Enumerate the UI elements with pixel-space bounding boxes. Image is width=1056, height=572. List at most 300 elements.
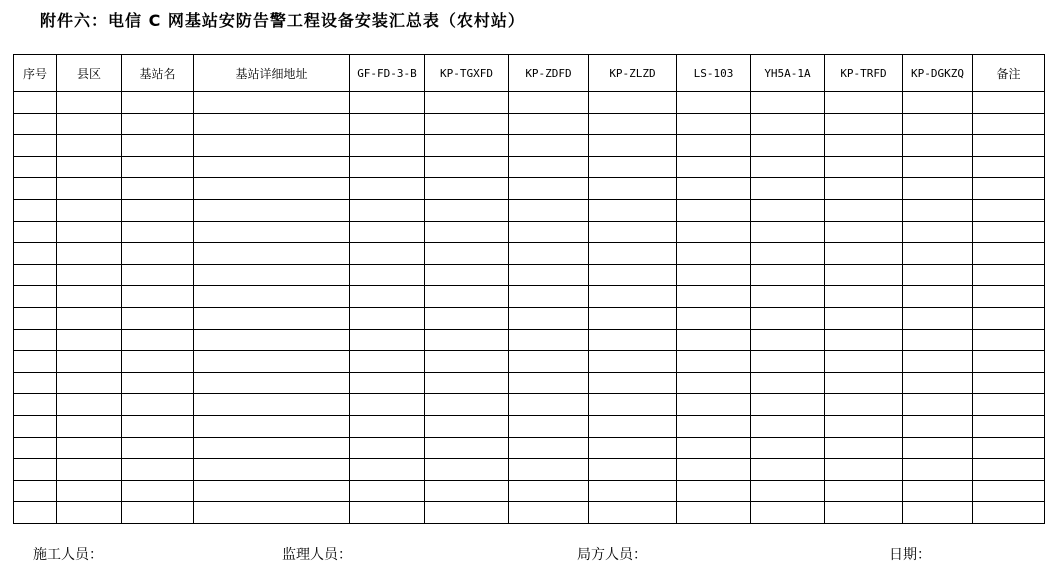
col-header-station-name: 基站名	[122, 55, 194, 92]
table-cell	[350, 307, 425, 329]
table-cell	[57, 329, 122, 351]
table-cell	[194, 243, 350, 265]
table-cell	[677, 178, 751, 200]
table-cell	[194, 286, 350, 308]
table-cell	[350, 372, 425, 394]
table-cell	[751, 372, 825, 394]
table-cell	[589, 92, 677, 114]
table-cell	[14, 221, 57, 243]
table-cell	[589, 135, 677, 157]
table-cell	[751, 221, 825, 243]
table-cell	[509, 307, 589, 329]
table-cell	[509, 286, 589, 308]
table-cell	[589, 221, 677, 243]
table-row	[14, 437, 1045, 459]
table-cell	[589, 178, 677, 200]
table-cell	[589, 156, 677, 178]
table-cell	[14, 156, 57, 178]
table-cell	[751, 307, 825, 329]
table-cell	[973, 415, 1045, 437]
table-cell	[825, 372, 903, 394]
table-body	[14, 92, 1045, 524]
table-cell	[350, 156, 425, 178]
table-cell	[350, 243, 425, 265]
table-cell	[194, 329, 350, 351]
table-cell	[973, 156, 1045, 178]
col-header-kp-zdfd: KP-ZDFD	[509, 55, 589, 92]
table-cell	[425, 178, 509, 200]
table-row	[14, 351, 1045, 373]
table-cell	[57, 502, 122, 524]
table-cell	[751, 437, 825, 459]
table-cell	[14, 113, 57, 135]
table-cell	[425, 307, 509, 329]
table-cell	[425, 502, 509, 524]
table-cell	[903, 92, 973, 114]
table-cell	[509, 351, 589, 373]
table-cell	[122, 199, 194, 221]
table-cell	[509, 502, 589, 524]
table-cell	[903, 243, 973, 265]
table-row	[14, 502, 1045, 524]
table-cell	[903, 372, 973, 394]
table-cell	[194, 92, 350, 114]
table-cell	[677, 264, 751, 286]
table-cell	[825, 113, 903, 135]
table-cell	[57, 437, 122, 459]
table-cell	[751, 113, 825, 135]
table-cell	[903, 135, 973, 157]
table-cell	[589, 199, 677, 221]
table-cell	[425, 199, 509, 221]
table-cell	[425, 415, 509, 437]
table-cell	[350, 264, 425, 286]
table-cell	[751, 502, 825, 524]
table-cell	[350, 459, 425, 481]
table-cell	[350, 351, 425, 373]
table-cell	[973, 329, 1045, 351]
table-cell	[973, 286, 1045, 308]
table-cell	[903, 113, 973, 135]
table-cell	[903, 459, 973, 481]
table-cell	[589, 307, 677, 329]
table-cell	[751, 480, 825, 502]
table-cell	[677, 113, 751, 135]
table-cell	[825, 221, 903, 243]
table-cell	[677, 199, 751, 221]
table-cell	[350, 502, 425, 524]
table-cell	[350, 178, 425, 200]
table-cell	[825, 394, 903, 416]
table-row	[14, 221, 1045, 243]
table-cell	[825, 286, 903, 308]
table-cell	[425, 394, 509, 416]
table-row	[14, 329, 1045, 351]
table-cell	[122, 178, 194, 200]
table-cell	[425, 264, 509, 286]
table-cell	[194, 459, 350, 481]
table-cell	[825, 92, 903, 114]
table-cell	[122, 135, 194, 157]
table-cell	[425, 459, 509, 481]
table-cell	[425, 286, 509, 308]
table-cell	[350, 221, 425, 243]
table-cell	[677, 480, 751, 502]
table-cell	[677, 415, 751, 437]
table-cell	[973, 135, 1045, 157]
table-cell	[194, 113, 350, 135]
table-cell	[425, 221, 509, 243]
table-cell	[751, 286, 825, 308]
table-cell	[350, 286, 425, 308]
table-cell	[194, 199, 350, 221]
table-cell	[14, 199, 57, 221]
table-cell	[751, 178, 825, 200]
table-cell	[825, 243, 903, 265]
table-cell	[14, 502, 57, 524]
table-cell	[425, 372, 509, 394]
table-cell	[825, 264, 903, 286]
table-cell	[903, 307, 973, 329]
table-cell	[751, 243, 825, 265]
table-cell	[350, 329, 425, 351]
table-row	[14, 135, 1045, 157]
table-cell	[425, 351, 509, 373]
table-cell	[973, 113, 1045, 135]
table-cell	[57, 480, 122, 502]
table-cell	[14, 307, 57, 329]
table-cell	[589, 459, 677, 481]
table-cell	[122, 221, 194, 243]
table-cell	[57, 221, 122, 243]
col-header-yh5a-1a: YH5A-1A	[751, 55, 825, 92]
table-cell	[425, 243, 509, 265]
table-cell	[973, 437, 1045, 459]
table-cell	[677, 221, 751, 243]
table-cell	[589, 394, 677, 416]
table-cell	[14, 351, 57, 373]
table-cell	[751, 394, 825, 416]
table-cell	[122, 372, 194, 394]
table-cell	[751, 329, 825, 351]
table-cell	[677, 372, 751, 394]
table-cell	[122, 502, 194, 524]
table-cell	[509, 92, 589, 114]
table-cell	[589, 415, 677, 437]
table-cell	[677, 394, 751, 416]
table-cell	[751, 351, 825, 373]
table-cell	[122, 480, 194, 502]
table-cell	[973, 394, 1045, 416]
table-row	[14, 92, 1045, 114]
table-cell	[122, 394, 194, 416]
table-cell	[677, 502, 751, 524]
table-cell	[825, 199, 903, 221]
table-cell	[350, 199, 425, 221]
table-cell	[57, 351, 122, 373]
table-cell	[677, 286, 751, 308]
table-cell	[194, 394, 350, 416]
table-cell	[122, 286, 194, 308]
table-cell	[14, 415, 57, 437]
table-cell	[509, 178, 589, 200]
table-cell	[425, 480, 509, 502]
table-row	[14, 113, 1045, 135]
table-cell	[825, 307, 903, 329]
table-cell	[677, 135, 751, 157]
table-cell	[194, 307, 350, 329]
table-cell	[57, 307, 122, 329]
table-row	[14, 372, 1045, 394]
table-cell	[677, 351, 751, 373]
col-header-index: 序号	[14, 55, 57, 92]
table-cell	[14, 394, 57, 416]
table-cell	[825, 459, 903, 481]
supervisor-label: 监理人员：	[282, 547, 352, 563]
table-cell	[14, 372, 57, 394]
table-cell	[14, 92, 57, 114]
table-cell	[903, 221, 973, 243]
table-cell	[509, 437, 589, 459]
table-cell	[509, 372, 589, 394]
table-cell	[14, 329, 57, 351]
table-cell	[973, 178, 1045, 200]
table-cell	[14, 286, 57, 308]
table-row	[14, 286, 1045, 308]
table-cell	[57, 394, 122, 416]
col-header-kp-tgxfd: KP-TGXFD	[425, 55, 509, 92]
table-cell	[57, 156, 122, 178]
table-cell	[903, 286, 973, 308]
table-cell	[903, 178, 973, 200]
col-header-ls-103: LS-103	[677, 55, 751, 92]
table-cell	[825, 329, 903, 351]
table-cell	[194, 221, 350, 243]
table-cell	[14, 264, 57, 286]
table-cell	[194, 415, 350, 437]
table-cell	[350, 92, 425, 114]
table-cell	[973, 221, 1045, 243]
table-cell	[903, 394, 973, 416]
table-cell	[122, 437, 194, 459]
table-cell	[425, 92, 509, 114]
table-cell	[973, 307, 1045, 329]
table-cell	[751, 199, 825, 221]
table-cell	[194, 351, 350, 373]
table-cell	[825, 502, 903, 524]
table-cell	[194, 264, 350, 286]
table-cell	[194, 372, 350, 394]
table-cell	[751, 135, 825, 157]
table-cell	[677, 156, 751, 178]
table-cell	[825, 437, 903, 459]
table-cell	[57, 113, 122, 135]
table-cell	[825, 178, 903, 200]
table-cell	[509, 415, 589, 437]
table-cell	[677, 329, 751, 351]
table-row	[14, 199, 1045, 221]
table-cell	[751, 415, 825, 437]
table-cell	[509, 394, 589, 416]
table-cell	[825, 351, 903, 373]
table-cell	[57, 372, 122, 394]
table-cell	[122, 415, 194, 437]
header-row	[14, 55, 1045, 92]
table-cell	[14, 480, 57, 502]
table-cell	[751, 264, 825, 286]
table-cell	[589, 113, 677, 135]
table-cell	[509, 459, 589, 481]
table-cell	[425, 329, 509, 351]
table-cell	[973, 92, 1045, 114]
table-cell	[903, 351, 973, 373]
table-cell	[973, 243, 1045, 265]
col-header-county: 县区	[57, 55, 122, 92]
table-cell	[677, 243, 751, 265]
table-cell	[122, 264, 194, 286]
table-cell	[589, 351, 677, 373]
table-cell	[509, 243, 589, 265]
table-row	[14, 394, 1045, 416]
table-cell	[194, 480, 350, 502]
document-title: 附件六：电信 C 网基站安防告警工程设备安装汇总表（农村站）	[40, 11, 525, 30]
table-cell	[825, 480, 903, 502]
table-cell	[14, 243, 57, 265]
table-cell	[589, 437, 677, 459]
table-cell	[425, 113, 509, 135]
table-cell	[509, 221, 589, 243]
table-cell	[57, 415, 122, 437]
table-row	[14, 459, 1045, 481]
table-cell	[194, 156, 350, 178]
table-cell	[903, 156, 973, 178]
col-header-kp-trfd: KP-TRFD	[825, 55, 903, 92]
table-cell	[973, 351, 1045, 373]
table-cell	[509, 156, 589, 178]
table-cell	[509, 113, 589, 135]
table-cell	[903, 329, 973, 351]
col-header-kp-dgkzq: KP-DGKZQ	[903, 55, 973, 92]
table-cell	[350, 480, 425, 502]
table-cell	[589, 329, 677, 351]
bureau-label: 局方人员：	[577, 547, 647, 563]
table-cell	[57, 243, 122, 265]
table-cell	[122, 459, 194, 481]
table-row	[14, 156, 1045, 178]
table-cell	[973, 199, 1045, 221]
table-cell	[509, 329, 589, 351]
table-cell	[194, 502, 350, 524]
table-cell	[350, 135, 425, 157]
table-cell	[509, 135, 589, 157]
table-row	[14, 307, 1045, 329]
table-cell	[903, 480, 973, 502]
col-header-kp-zlzd: KP-ZLZD	[589, 55, 677, 92]
table-cell	[825, 415, 903, 437]
summary-table	[13, 54, 1045, 524]
table-cell	[57, 135, 122, 157]
table-row	[14, 178, 1045, 200]
table-cell	[751, 156, 825, 178]
table-cell	[57, 178, 122, 200]
table-row	[14, 243, 1045, 265]
table-cell	[589, 243, 677, 265]
table-cell	[122, 113, 194, 135]
table-cell	[57, 199, 122, 221]
table-row	[14, 264, 1045, 286]
table-cell	[973, 372, 1045, 394]
table-cell	[677, 92, 751, 114]
table-cell	[589, 480, 677, 502]
table-cell	[677, 307, 751, 329]
table-cell	[425, 156, 509, 178]
table-cell	[122, 329, 194, 351]
table-cell	[751, 459, 825, 481]
table-row	[14, 415, 1045, 437]
table-cell	[973, 502, 1045, 524]
col-header-address: 基站详细地址	[194, 55, 350, 92]
table-row	[14, 480, 1045, 502]
table-cell	[509, 264, 589, 286]
table-cell	[122, 92, 194, 114]
table-cell	[14, 135, 57, 157]
table-cell	[350, 113, 425, 135]
table-cell	[677, 459, 751, 481]
table-cell	[677, 437, 751, 459]
col-header-gf-fd-3-b: GF-FD-3-B	[350, 55, 425, 92]
table-cell	[973, 264, 1045, 286]
table-cell	[57, 92, 122, 114]
table-cell	[57, 264, 122, 286]
table-cell	[350, 437, 425, 459]
table-cell	[194, 437, 350, 459]
table-cell	[973, 480, 1045, 502]
table-cell	[903, 437, 973, 459]
table-cell	[122, 156, 194, 178]
table-cell	[589, 502, 677, 524]
table-cell	[589, 264, 677, 286]
table-cell	[350, 415, 425, 437]
table-cell	[825, 156, 903, 178]
table-cell	[751, 92, 825, 114]
constructor-label: 施工人员：	[33, 547, 103, 563]
table-cell	[122, 351, 194, 373]
table-cell	[194, 178, 350, 200]
table-cell	[425, 135, 509, 157]
table-cell	[14, 178, 57, 200]
table-cell	[903, 415, 973, 437]
table-cell	[57, 459, 122, 481]
table-cell	[122, 243, 194, 265]
table-cell	[509, 199, 589, 221]
table-cell	[14, 437, 57, 459]
table-cell	[57, 286, 122, 308]
table-cell	[903, 502, 973, 524]
table-cell	[509, 480, 589, 502]
table-cell	[973, 459, 1045, 481]
col-header-remarks: 备注	[973, 55, 1045, 92]
table-cell	[589, 286, 677, 308]
date-label: 日期：	[889, 547, 931, 563]
table-cell	[903, 264, 973, 286]
table-cell	[903, 199, 973, 221]
table-cell	[589, 372, 677, 394]
table-cell	[825, 135, 903, 157]
table-cell	[14, 459, 57, 481]
table-cell	[350, 394, 425, 416]
table-cell	[122, 307, 194, 329]
table-cell	[194, 135, 350, 157]
